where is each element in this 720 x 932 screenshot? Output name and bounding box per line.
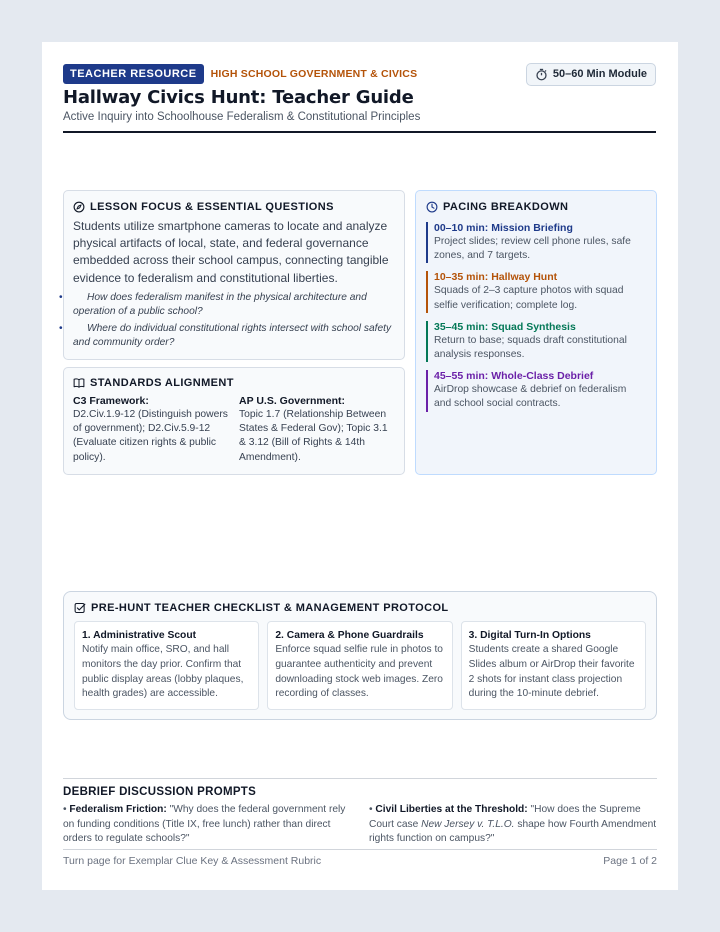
lesson-focus-heading-text: LESSON FOCUS & ESSENTIAL QUESTIONS — [90, 201, 334, 213]
pacing-item — [426, 370, 646, 411]
page-title: Hallway Civics Hunt: Teacher Guide — [63, 87, 414, 108]
standards-column — [73, 395, 229, 465]
pacing-item-text: Return to base; squads draft constitutional analysis responses. — [434, 334, 627, 361]
court-case-name: New Jersey v. T.L.O. — [421, 818, 515, 830]
checklist-item-text: Students create a shared Google Slides album or AirDrop their favorite 2 shots for instant class projection during the 10-minute debrief. — [468, 644, 635, 700]
pacing-item-text: AirDrop showcase & debrief on federalism and school social contracts. — [434, 384, 627, 410]
lesson-focus-heading — [73, 201, 395, 213]
debrief-prompt-text: "Why does the federal government rely on funding conditions (Title IX, free lunch) rather than direct orders to regulate schools?" — [63, 804, 346, 845]
checklist-item — [461, 621, 646, 710]
standards-column-text: D2.Civ.1.9-12 (Distinguish powers of government); D2.Civ.5.9-12 (Evaluate citizen rights & public policy). — [73, 409, 228, 463]
standards-card — [63, 367, 405, 475]
header-tags — [63, 64, 417, 84]
debrief-heading: DEBRIEF DISCUSSION PROMPTS — [63, 786, 257, 798]
pacing-item — [426, 271, 646, 312]
page-subtitle: Active Inquiry into Schoolhouse Federalism & Constitutional Principles — [63, 111, 421, 123]
pacing-item — [426, 321, 646, 362]
debrief-prompt-label: Federalism Friction: — [69, 804, 167, 815]
pacing-item-text: Project slides; review cell phone rules, safe zones, and 7 targets. — [434, 236, 631, 262]
teacher-guide-page — [42, 42, 678, 890]
pacing-item-time: 45–55 min: Whole-Class Debrief — [434, 370, 594, 383]
checklist-item — [267, 621, 452, 710]
lesson-focus-body: Students utilize smartphone cameras to locate and analyze physical artifacts of local, state, and federal governance embedded across their school campus, connecting tangible evidence to federalism and constitutional liberties. — [73, 219, 389, 285]
resource-badge: TEACHER RESOURCE — [63, 64, 204, 84]
open-book-icon — [73, 377, 85, 389]
checklist-heading-text: PRE-HUNT TEACHER CHECKLIST & MANAGEMENT PROTOCOL — [91, 602, 449, 614]
checklist-item — [74, 621, 259, 710]
debrief-section — [63, 778, 657, 847]
debrief-prompt-label: Civil Liberties at the Threshold: — [375, 804, 528, 815]
debrief-prompt: • Civil Liberties at the Threshold: "How does the Supreme Court case New Jersey v. T.L.O. shape how Fourth Amendment rights function on campus?" — [369, 804, 657, 845]
checklist-item-title: 3. Digital Turn-In Options — [468, 630, 591, 641]
standards-column-title: C3 Framework: — [73, 395, 149, 407]
pacing-item-time: 35–45 min: Squad Synthesis — [434, 320, 576, 333]
header-divider — [63, 131, 656, 133]
pacing-item — [426, 222, 646, 263]
essential-question: • How does federalism manifest in the physical architecture and operation of a public school? — [73, 291, 395, 320]
debrief-prompt-text: "How does the Supreme Court case — [369, 804, 641, 830]
footer-page-number: Page 1 of 2 — [603, 855, 657, 867]
standards-column-text: Topic 1.7 (Relationship Between States & Federal Gov); Topic 3.1 & 3.12 (Bill of Rights & 14th Amendment). — [239, 409, 388, 463]
checklist-item-title: 2. Camera & Phone Guardrails — [275, 630, 424, 641]
checklist-grid — [74, 621, 646, 710]
pacing-list — [426, 222, 646, 412]
module-length-pill — [526, 63, 656, 86]
lesson-focus-card — [63, 190, 405, 360]
checklist-item-text: Notify main office, SRO, and hall monitors the day prior. Confirm that public display areas (lobby plaques, health grades) are accessible. — [82, 644, 244, 700]
checklist-item-text: Enforce squad selfie rule in photos to guarantee authenticity and prevent downloading stock web images. Zero recording of classes. — [275, 644, 443, 700]
pacing-card — [415, 190, 657, 475]
header-top-row — [63, 62, 656, 86]
pre-hunt-checklist-card — [63, 591, 657, 720]
standards-heading-text: STANDARDS ALIGNMENT — [90, 377, 234, 389]
debrief-prompts — [63, 803, 657, 847]
standards-grid — [73, 395, 395, 465]
course-label: HIGH SCHOOL GOVERNMENT & CIVICS — [210, 68, 418, 80]
standards-column — [239, 395, 395, 465]
essential-question: • Where do individual constitutional rights intersect with school safety and community order? — [73, 322, 395, 351]
pacing-heading — [426, 201, 646, 213]
checkbox-icon — [74, 602, 86, 614]
pacing-heading-text: PACING BREAKDOWN — [443, 201, 569, 213]
debrief-prompt-text-end: shape how Fourth Amendment rights function on campus?" — [369, 818, 657, 845]
pacing-item-time: 10–35 min: Hallway Hunt — [434, 271, 558, 284]
compass-icon — [73, 201, 85, 213]
essential-questions-list — [73, 291, 395, 351]
debrief-prompt: • Federalism Friction: "Why does the federal government rely on funding conditions (Title IX, free lunch) rather than direct orders to regulate schools?" — [63, 804, 346, 845]
standards-heading — [73, 377, 395, 389]
page-footer — [63, 849, 657, 867]
pacing-item-text: Squads of 2–3 capture photos with squad selfie verification; complete log. — [434, 285, 624, 311]
standards-column-title: AP U.S. Government: — [239, 395, 345, 407]
footer-next-page-note: Turn page for Exemplar Clue Key & Assessment Rubric — [63, 855, 322, 867]
module-length-label: 50–60 Min Module — [552, 68, 647, 80]
pacing-item-time: 00–10 min: Mission Briefing — [434, 222, 573, 234]
checklist-item-title: 1. Administrative Scout — [82, 630, 197, 641]
stopwatch-icon — [535, 68, 548, 81]
clock-icon — [426, 201, 438, 213]
checklist-heading — [74, 602, 646, 614]
